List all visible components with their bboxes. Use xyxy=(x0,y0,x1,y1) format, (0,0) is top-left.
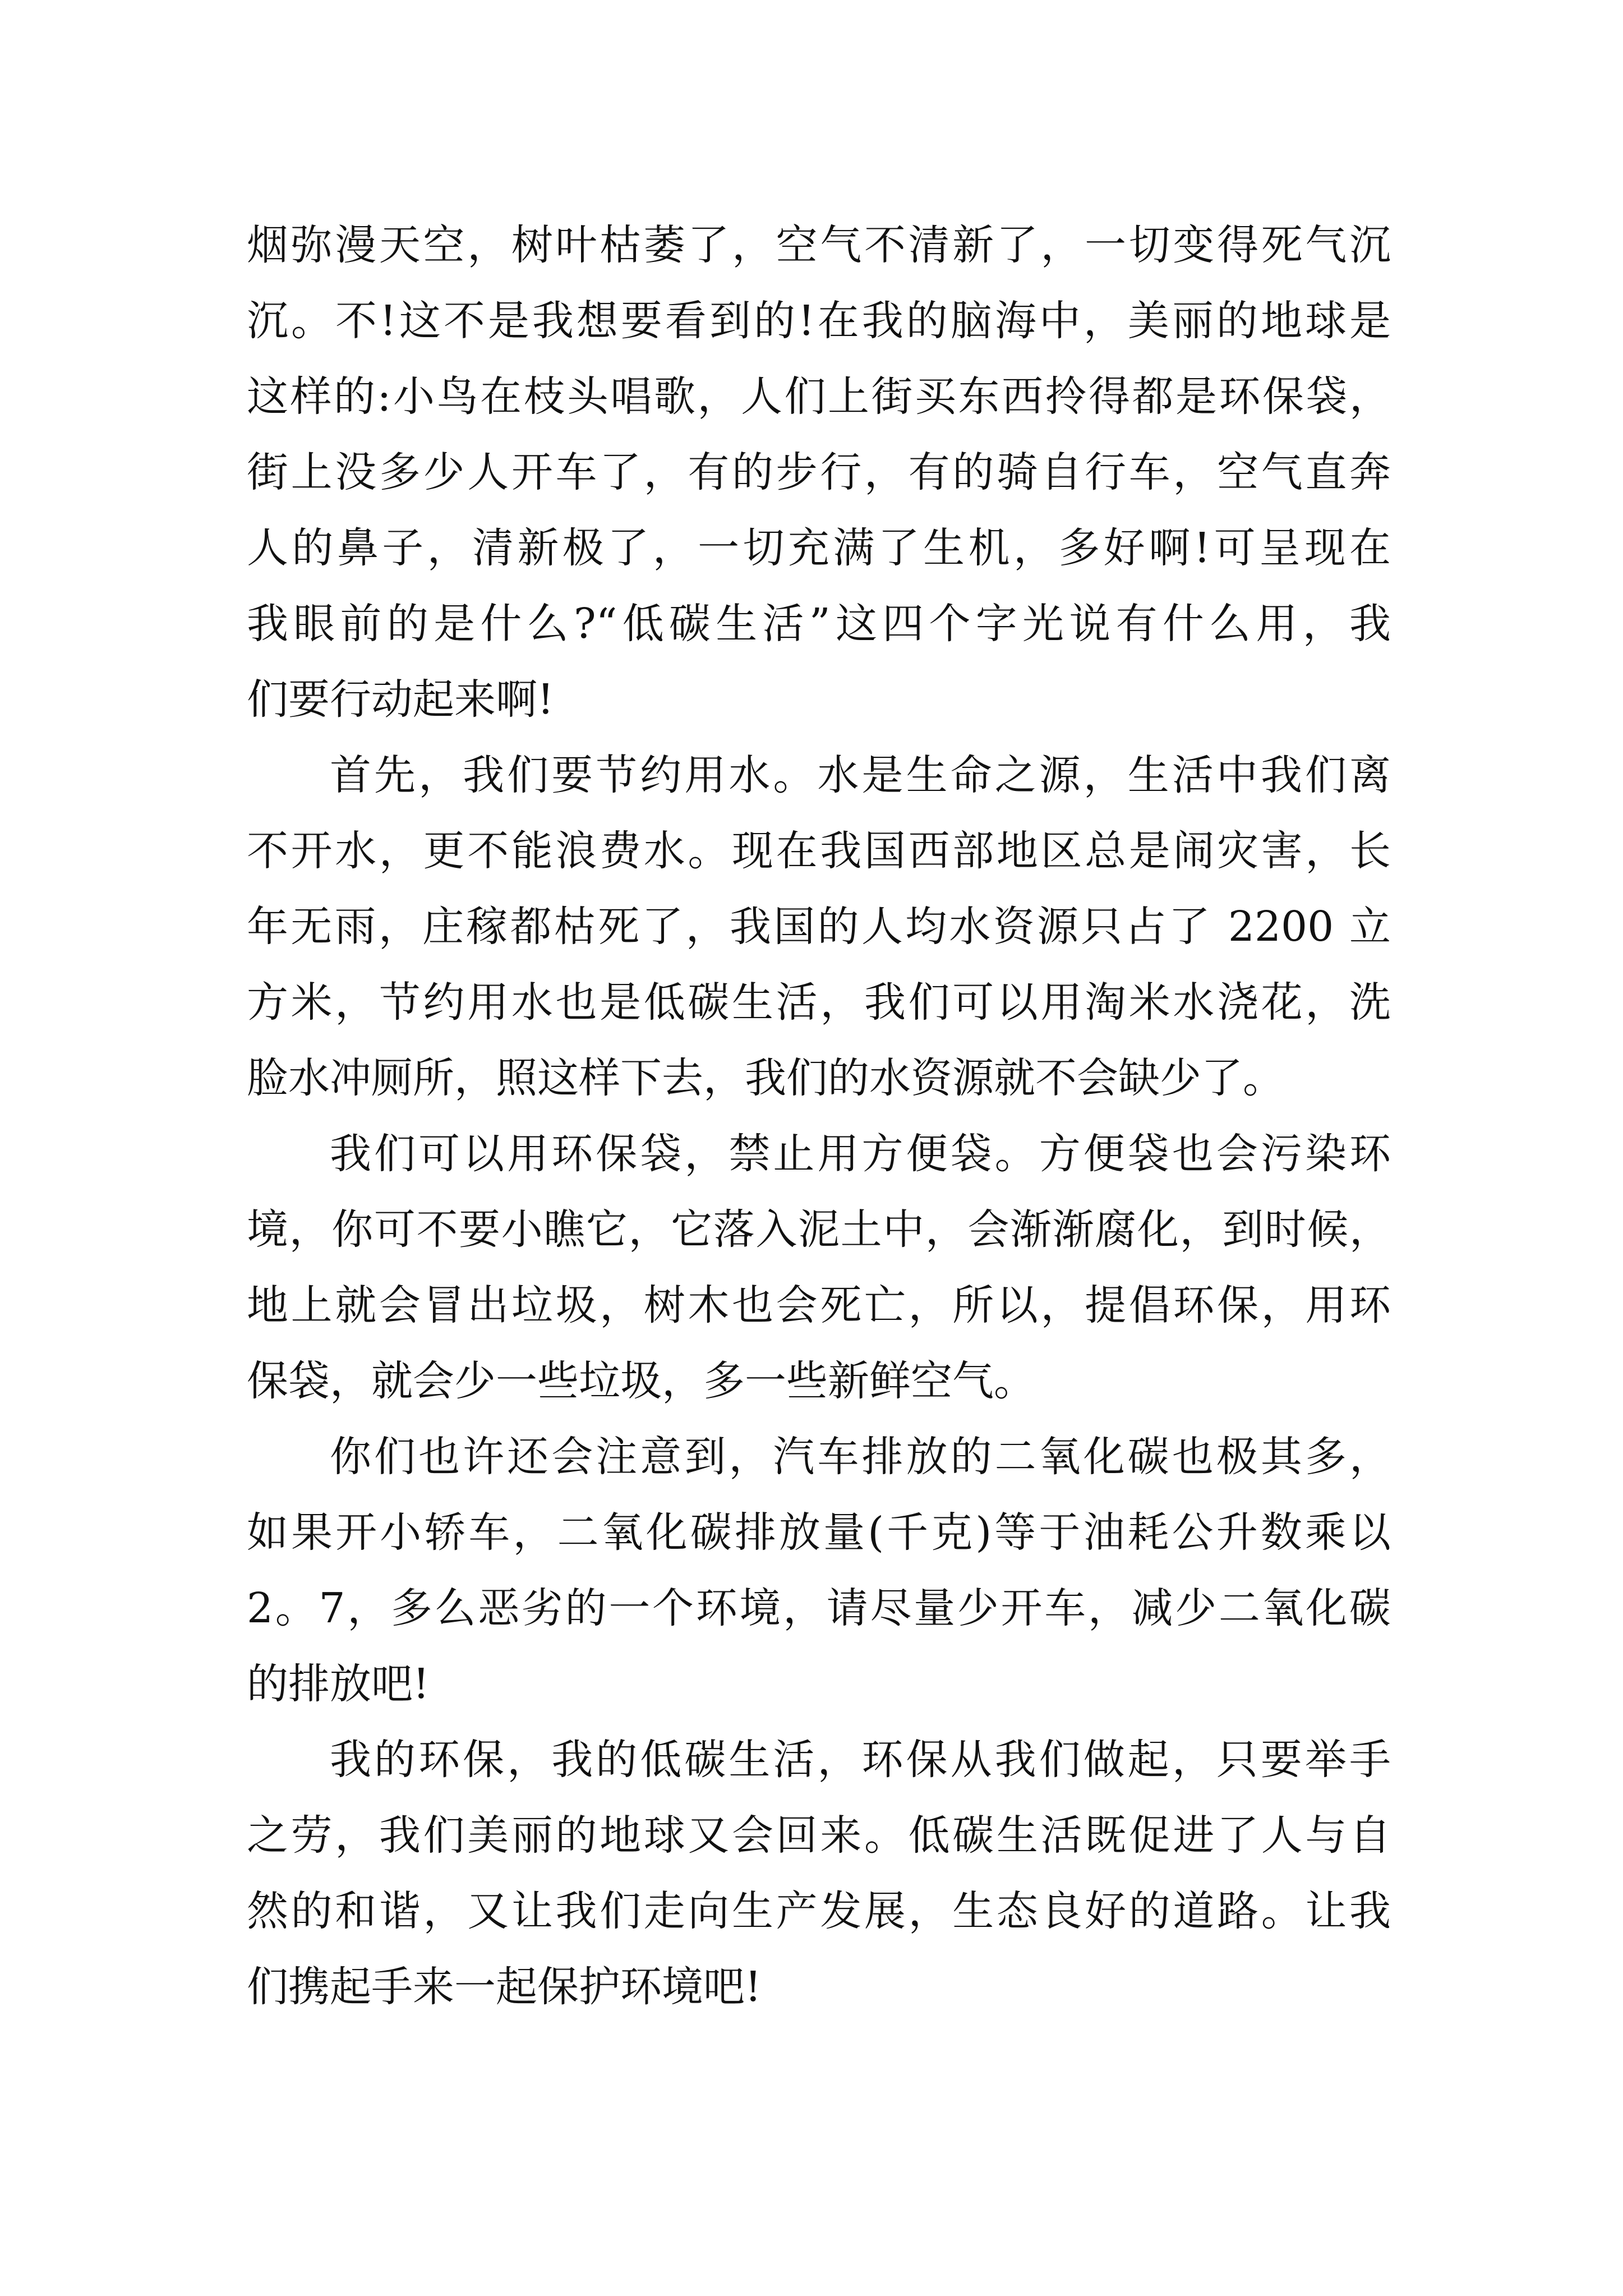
text-line: 然的和谐，又让我们走向生产发展，生态良好的道路。让我 xyxy=(247,1887,1391,1935)
paragraph-first-line: 首先，我们要节约用水。水是生命之源，生活中我们离 xyxy=(330,751,1391,799)
text-line: 地上就会冒出垃圾，树木也会死亡，所以，提倡环保，用环 xyxy=(247,1281,1391,1329)
text-line: 沉。不!这不是我想要看到的!在我的脑海中，美丽的地球是 xyxy=(247,297,1391,345)
text-line: 2。7，多么恶劣的一个环境，请尽量少开车，减少二氧化碳 xyxy=(247,1584,1391,1632)
paragraph-first-line: 我们可以用环保袋，禁止用方便袋。方便袋也会污染环 xyxy=(330,1130,1391,1178)
text-line: 人的鼻子，清新极了，一切充满了生机，多好啊!可呈现在 xyxy=(247,524,1391,572)
text-line: 我眼前的是什么?“低碳生活”这四个字光说有什么用，我 xyxy=(247,600,1391,648)
text-line: 们携起手来一起保护环境吧! xyxy=(247,1963,762,2011)
text-line: 们要行动起来啊! xyxy=(247,675,554,724)
text-line: 脸水冲厕所，照这样下去，我们的水资源就不会缺少了。 xyxy=(247,1054,1284,1102)
text-line: 如果开小轿车，二氧化碳排放量(千克)等于油耗公升数乘以 xyxy=(247,1508,1391,1557)
text-line: 年无雨，庄稼都枯死了，我国的人均水资源只占了 2200 立 xyxy=(247,903,1391,951)
text-line: 这样的:小鸟在枝头唱歌，人们上街买东西拎得都是环保袋， xyxy=(247,372,1391,421)
text-line: 境，你可不要小瞧它，它落入泥土中，会渐渐腐化，到时候， xyxy=(247,1205,1391,1254)
text-line: 之劳，我们美丽的地球又会回来。低碳生活既促进了人与自 xyxy=(247,1811,1391,1860)
document-body xyxy=(247,208,1391,2025)
text-line: 的排放吧! xyxy=(247,1660,430,1708)
text-line: 保袋，就会少一些垃圾，多一些新鲜空气。 xyxy=(247,1357,1035,1405)
text-line: 烟弥漫天空，树叶枯萎了，空气不清新了，一切变得死气沉 xyxy=(247,221,1391,269)
text-line: 街上没多少人开车了，有的步行，有的骑自行车，空气直奔 xyxy=(247,448,1391,496)
text-line: 方米，节约用水也是低碳生活，我们可以用淘米水浇花，洗 xyxy=(247,978,1391,1027)
paragraph-first-line: 我的环保，我的低碳生活，环保从我们做起，只要举手 xyxy=(330,1736,1391,1784)
text-line: 不开水，更不能浪费水。现在我国西部地区总是闹灾害，长 xyxy=(247,827,1391,875)
paragraph-first-line: 你们也许还会注意到，汽车排放的二氧化碳也极其多， xyxy=(330,1433,1391,1481)
